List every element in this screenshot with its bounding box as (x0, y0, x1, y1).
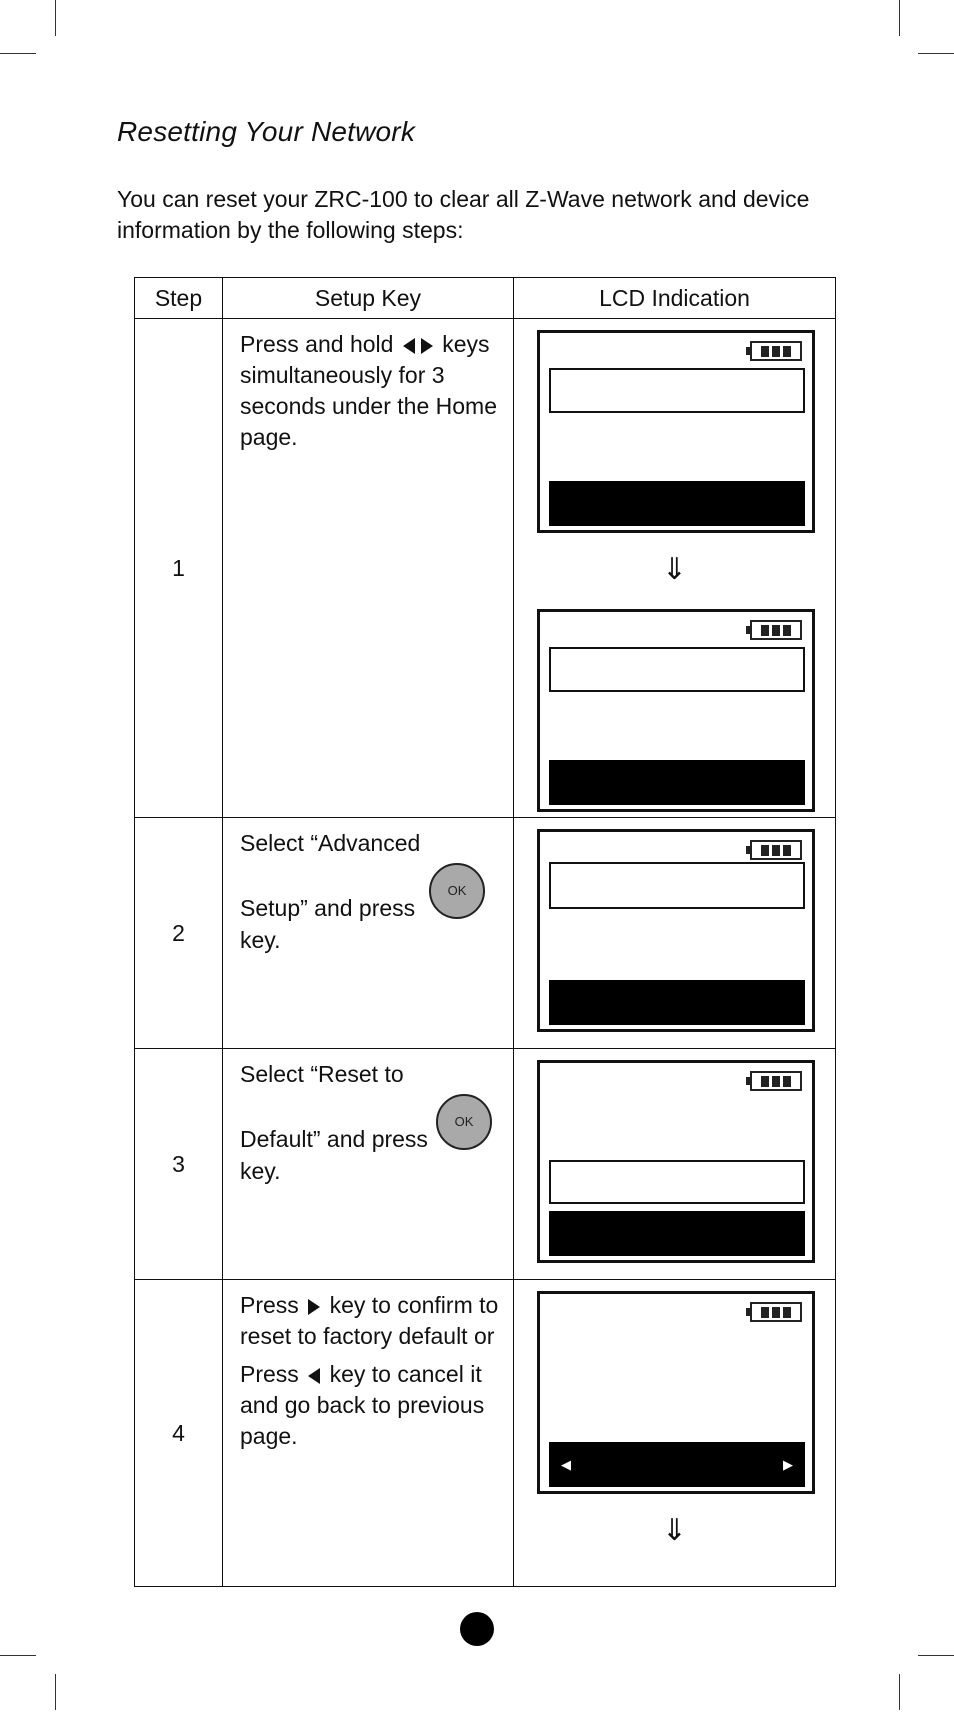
setup-key-text-part: key to cancel it and go back to previous page. (240, 1361, 485, 1449)
table-row (135, 1280, 836, 1587)
lcd-selection-box (549, 1160, 805, 1204)
lcd-indication-cell (514, 319, 836, 818)
lcd-indication-cell (514, 1049, 836, 1280)
lcd-screen (537, 330, 815, 533)
steps-table (134, 277, 836, 1587)
step-number: 2 (135, 818, 223, 1049)
setup-key-text (223, 319, 514, 818)
left-arrow-key-icon (403, 338, 415, 354)
setup-key-paragraph (240, 1290, 499, 1352)
step-number: 4 (135, 1280, 223, 1587)
header-lcd-indication: LCD Indication (514, 278, 836, 319)
table-row (135, 1049, 836, 1280)
step-number: 3 (135, 1049, 223, 1280)
lcd-selection-box (549, 862, 805, 909)
page-marker (460, 1612, 494, 1646)
lcd-bottom-bar (549, 481, 805, 526)
setup-key-line-text: Default” and press (240, 1126, 428, 1152)
lcd-indication-cell (514, 818, 836, 1049)
lcd-selection-box (549, 647, 805, 692)
lcd-screen (537, 1060, 815, 1263)
lcd-bottom-bar (549, 980, 805, 1025)
ok-button-icon: OK (429, 863, 485, 919)
battery-icon (750, 1302, 802, 1322)
right-arrow-key-icon (308, 1299, 320, 1315)
setup-key-line: key. (240, 1158, 281, 1184)
battery-icon (750, 1071, 802, 1091)
lcd-screen (537, 609, 815, 812)
setup-key-line-text: Setup” and press (240, 895, 416, 921)
crop-mark (0, 53, 36, 54)
table-row (135, 818, 836, 1049)
lcd-selection-box (549, 368, 805, 413)
header-setup-key: Setup Key (223, 278, 514, 319)
setup-key-text-part: Press and hold (240, 331, 394, 357)
setup-key-line (240, 859, 499, 925)
setup-key-line: Select “Reset to (240, 1061, 404, 1087)
bar-left-arrow-icon: ◀ (561, 1456, 571, 1472)
setup-key-line: key. (240, 927, 281, 953)
setup-key-paragraph (240, 1359, 499, 1452)
lcd-bottom-bar (549, 1442, 805, 1487)
lcd-bottom-bar (549, 1211, 805, 1256)
crop-mark (55, 1674, 56, 1710)
battery-icon (750, 341, 802, 361)
crop-mark (899, 0, 900, 36)
right-arrow-key-icon (421, 338, 433, 354)
down-arrow-icon: ⇓ (661, 553, 688, 586)
section-heading: Resetting Your Network (117, 116, 416, 147)
header-step: Step (135, 278, 223, 319)
setup-key-text (223, 818, 514, 1049)
crop-mark (0, 1655, 36, 1656)
intro-paragraph: You can reset your ZRC-100 to clear all Z-Wave network and device information by the following steps: (117, 186, 810, 243)
setup-key-text-part: Press (240, 1292, 299, 1318)
battery-icon (750, 840, 802, 860)
step-number: 1 (135, 319, 223, 818)
lcd-screen (537, 1291, 815, 1494)
lcd-bottom-bar (549, 760, 805, 805)
crop-mark (918, 53, 954, 54)
lcd-screen (537, 829, 815, 1032)
setup-key-text-part: key to confirm to reset to factory default or (240, 1292, 499, 1349)
left-arrow-key-icon (308, 1368, 320, 1384)
bar-right-arrow-icon: ▶ (783, 1456, 793, 1472)
crop-mark (55, 0, 56, 36)
crop-mark (899, 1674, 900, 1710)
crop-mark (918, 1655, 954, 1656)
ok-button-icon: OK (436, 1094, 492, 1150)
table-header-row (135, 278, 836, 319)
setup-key-text (223, 1049, 514, 1280)
battery-icon (750, 620, 802, 640)
setup-key-text (223, 1280, 514, 1587)
lcd-indication-cell (514, 1280, 836, 1587)
setup-key-line (240, 1090, 499, 1156)
setup-key-text-part: keys simultaneously for 3 seconds under the Home page. (240, 331, 497, 450)
setup-key-line: Select “Advanced (240, 830, 421, 856)
setup-key-text-part: Press (240, 1361, 299, 1387)
table-row (135, 319, 836, 818)
down-arrow-icon: ⇓ (661, 1514, 688, 1547)
